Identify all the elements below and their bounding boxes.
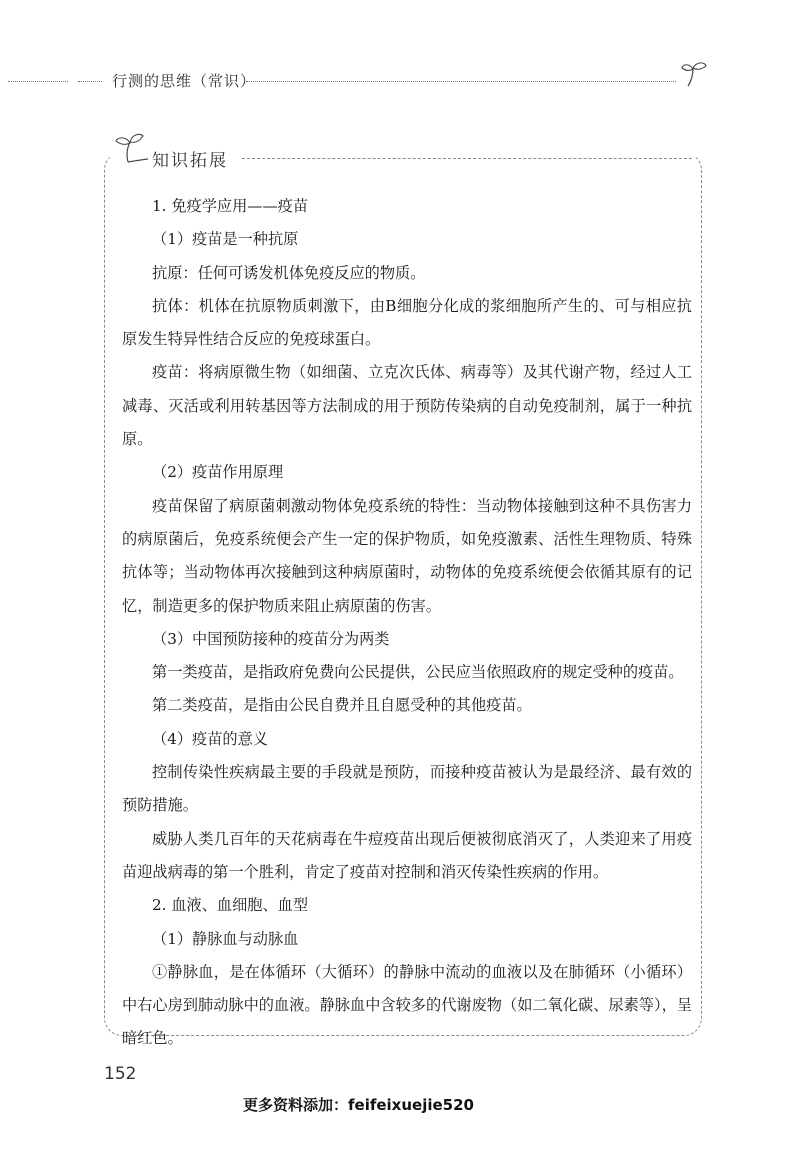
header-dotted-rule-right	[246, 81, 676, 82]
running-title: 行测的思维（常识）	[112, 72, 257, 90]
paragraph: ①静脉血，是在体循环（大循环）的静脉中流动的血液以及在肺循环（小循环）中右心房到肺动脉中的血液。静脉血中含较多的代谢废物（如二氧化碳、尿素等），呈暗红色。	[122, 962, 692, 1048]
running-header	[0, 70, 800, 94]
paragraph: 疫苗：将病原微生物（如细菌、立克次氏体、病毒等）及其代谢产物，经过人工减毒、灭活或利用转基因等方法制成的用于预防传染病的自动免疫制剂，属于一种抗原。	[122, 363, 692, 449]
subsection-heading: （2）疫苗作用原理	[152, 463, 284, 482]
page-number: 152	[104, 1064, 137, 1084]
header-dotted-rule-left	[8, 81, 68, 82]
header-dotted-rule-mid	[78, 81, 102, 82]
paragraph: 抗体：机体在抗原物质刺激下，由B细胞分化成的浆细胞所产生的、可与相应抗原发生特异性结合反应的免疫球蛋白。	[122, 296, 692, 349]
subsection-heading: （1）疫苗是一种抗原	[152, 230, 299, 249]
subsection-heading: （3）中国预防接种的疫苗分为两类	[152, 629, 390, 648]
section-heading: 2. 血液、血细胞、血型	[152, 896, 309, 915]
paragraph: 第二类疫苗，是指由公民自费并且自愿受种的其他疫苗。	[152, 696, 532, 715]
subsection-heading: （1）静脉血与动脉血	[152, 929, 299, 948]
sprout-icon	[680, 60, 710, 88]
box-header-rule	[242, 158, 692, 159]
box-content	[122, 190, 692, 1056]
paragraph: 威胁人类几百年的天花病毒在牛痘疫苗出现后便被彻底消灭了，人类迎来了用疫苗迎战病毒的第一个胜利，肯定了疫苗对控制和消灭传染性疾病的作用。	[122, 829, 692, 881]
sprout-icon	[112, 128, 148, 164]
watermark-text: 更多资料添加：feifeixuejie520	[243, 1096, 474, 1114]
section-heading: 1. 免疫学应用——疫苗	[152, 197, 309, 215]
subsection-heading: （4）疫苗的意义	[152, 729, 268, 748]
paragraph: 第一类疫苗，是指政府免费向公民提供，公民应当依照政府的规定受种的疫苗。	[152, 663, 684, 682]
knowledge-box-header	[112, 128, 702, 171]
paragraph: 抗原：任何可诱发机体免疫反应的物质。	[152, 263, 426, 282]
box-title: 知识拓展	[152, 151, 228, 171]
paragraph: 控制传染性疾病最主要的手段就是预防，而接种疫苗被认为是最经济、最有效的预防措施。	[122, 763, 692, 815]
paragraph: 疫苗保留了病原菌刺激动物体免疫系统的特性：当动物体接触到这种不具伤害力的病原菌后，免疫系统便会产生一定的保护物质，如免疫激素、活性生理物质、特殊抗体等；当动物体再次接触到这种病原菌时，动物体的免疫系统便会依循其原有的记忆，制造更多的保护物质来阻止病原菌的伤害。	[122, 496, 692, 615]
